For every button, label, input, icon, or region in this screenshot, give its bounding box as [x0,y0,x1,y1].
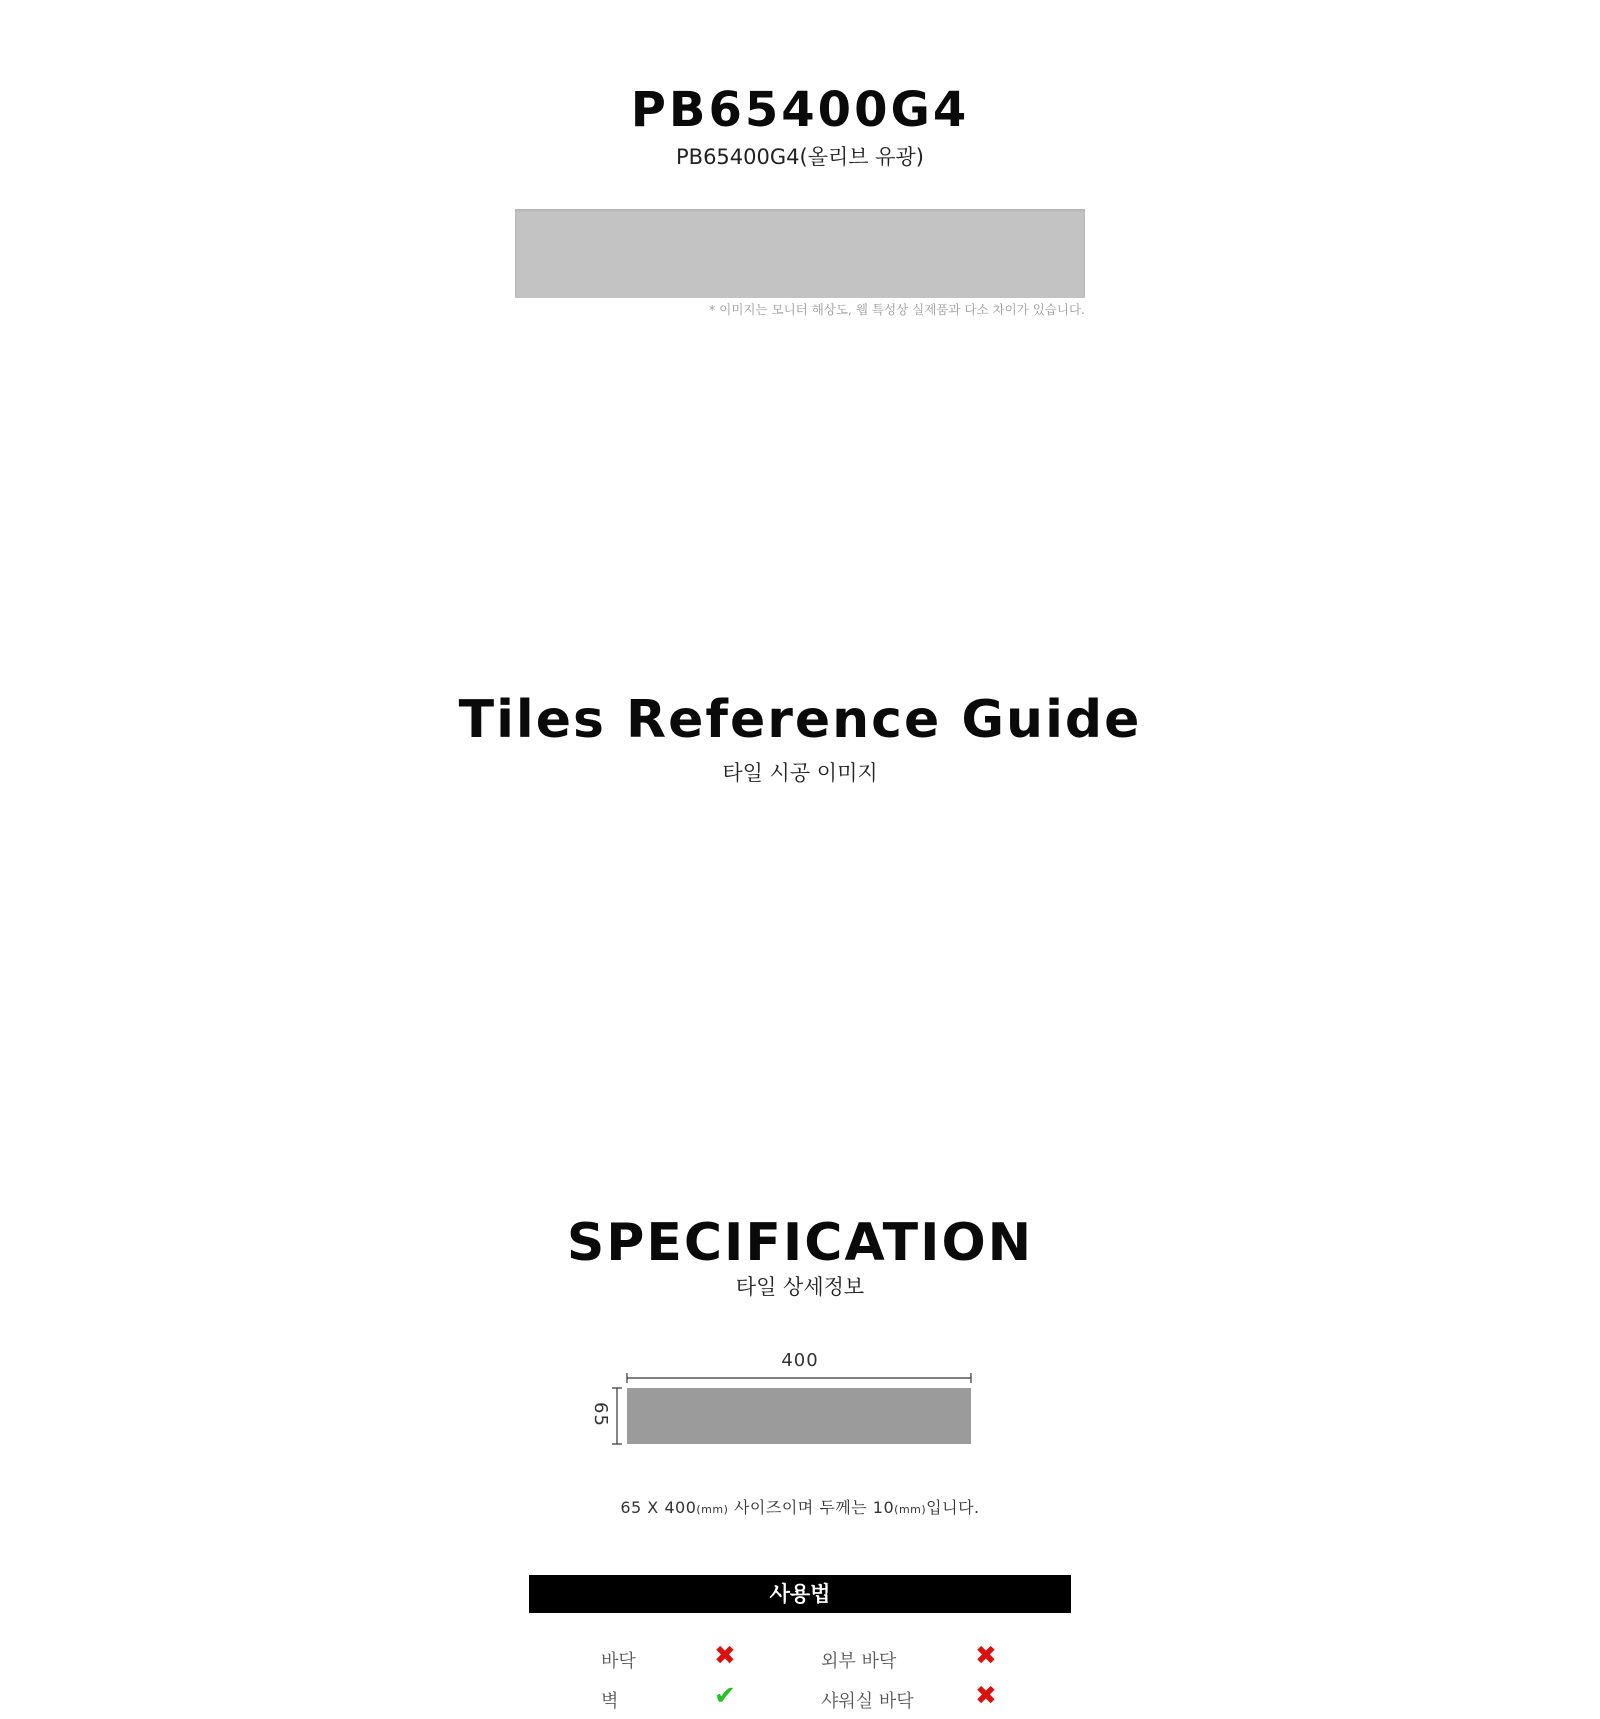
reference-guide-subtitle: 타일 시공 이미지 [722,761,878,785]
specification-description [0,1495,1600,1518]
desc-unit: (mm) [696,1503,729,1516]
tile-swatch-image [515,209,1085,298]
image-disclaimer: * 이미지는 모니터 해상도, 웹 특성상 실제품과 다소 차이가 있습니다. [709,302,1085,317]
height-dimension-label: 65 [589,1402,611,1427]
usage-label-shower-floor: 샤워실 바닥 [821,1691,914,1712]
reference-guide-title: Tiles Reference Guide [458,690,1142,750]
desc-unit: (mm) [894,1503,927,1516]
usage-mark-floor-x-icon: ✖ [714,1641,736,1671]
usage-header: 사용법 [529,1575,1071,1613]
usage-mark-wall-check-icon: ✔ [714,1681,736,1711]
desc-middle: 사이즈이며 두께는 10 [728,1498,895,1517]
tile-shape [627,1388,971,1444]
product-code-title: PB65400G4 [630,82,970,138]
product-name: PB65400G4(올리브 유광) [676,145,924,169]
width-dimension-label: 400 [781,1350,819,1371]
usage-mark-exterior-floor-x-icon: ✖ [975,1641,997,1671]
usage-label-floor: 바닥 [601,1651,636,1672]
usage-mark-shower-floor-x-icon: ✖ [975,1681,997,1711]
desc-size: 65 X 400 [620,1498,697,1517]
usage-label-exterior-floor: 외부 바닥 [821,1651,897,1672]
usage-label-wall: 벽 [601,1691,619,1712]
desc-end: 입니다. [926,1498,980,1517]
specification-title: SPECIFICATION [566,1213,1034,1273]
specification-subtitle: 타일 상세정보 [735,1275,865,1299]
